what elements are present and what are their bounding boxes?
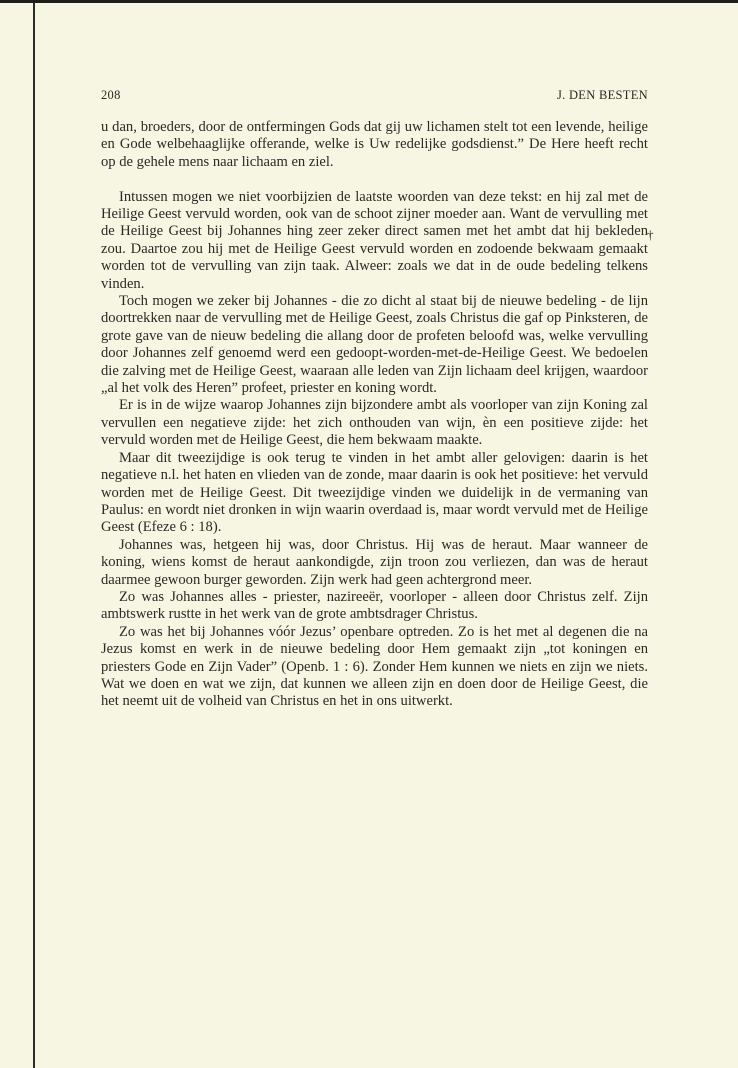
paragraph-1: u dan, broeders, door de ontfermingen Gods dat gij uw lichamen stelt tot een levende, heilige en Gode welbehaaglijke offerande, welke is Uw redelijke godsdienst.” De Here heeft recht op de gehele mens naar lichaam en ziel. bbox=[101, 119, 648, 170]
running-head: J. DEN BESTEN bbox=[556, 88, 648, 102]
paragraph-2: Intussen mogen we niet voorbijzien de laatste woorden van deze tekst: en hij zal met de Heilige Geest vervuld worden, ook van de schoot zijner moeder aan. Want de vervulling met de Heilige Geest bij Johannes hing zeer zeker direct samen met het ambt dat hij bekleden zou. Daartoe zou hij met de Heilige Geest vervuld worden en zodoende bekwaam gemaakt worden tot de vervulling van zijn taak. Alweer: zoals we dat in de oude bedeling telkens vinden. bbox=[101, 188, 648, 292]
paragraph-7: Zo was Johannes alles - priester, nazireeër, voorloper - alleen door Christus zelf. Zijn ambtswerk rustte in het werk van de grote ambtsdrager Christus. bbox=[101, 588, 648, 623]
paragraph-5: Maar dit tweezijdige is ook terug te vinden in het ambt aller gelovigen: daarin is het negatieve n.l. het haten en vlieden van de zonde, maar daarin is ook het positieve: het vervuld worden met de Heilige Geest. Dit tweezijdige vinden we duidelijk in de vermaning van Paulus: en wordt niet dronken in wijn waarin overdaad is, maar wordt vervuld met de Heilige Geest (Efeze 6 : 18). bbox=[101, 449, 648, 536]
margin-mark: † bbox=[647, 227, 654, 242]
paragraph-4: Er is in de wijze waarop Johannes zijn bijzondere ambt als voorloper van zijn Koning zal vervullen een negatieve zijde: het zich onthouden van wijn, èn een positieve zijde: het vervuld worden met de Heilige Geest, die hem bekwaam maakte. bbox=[101, 397, 648, 449]
paragraph-6: Johannes was, hetgeen hij was, door Christus. Hij was de heraut. Maar wanneer de koning, wiens komst de heraut aankondigde, zijn troon zou verliezen, dan was de heraut daarmee gewoon burger geworden. Zijn werk had geen achtergrond meer. bbox=[101, 536, 648, 588]
page-number: 208 bbox=[101, 88, 121, 102]
paragraph-3: Toch mogen we zeker bij Johannes - die zo dicht al staat bij de nieuwe bedeling - de lijn doortrekken naar de vervulling met de Heilige Geest, zoals Christus die gaf op Pinksteren, de grote gave van de nieuw bedeling die allang door de profeten beloofd was, welke vervulling door Johannes zelf genoemd werd een gedoopt-worden-met-de-Heilige Geest. We bedoelen die zalving met de Heilige Geest, waaraan alle leden van Zijn lichaam deel krijgen, waardoor „al het volk des Heren” profeet, priester en koning wordt. bbox=[101, 293, 648, 397]
page-header bbox=[101, 88, 648, 106]
body-text bbox=[101, 119, 648, 711]
paragraph-8: Zo was het bij Johannes vóór Jezus’ openbare optreden. Zo is het met al degenen die na Jezus komst en werk in de nieuwe bedeling door Hem gemaakt zijn „tot koningen en priesters Gode en Zijn Vader” (Openb. 1 : 6). Zonder Hem kunnen we niets en zijn we niets. Wat we doen en wat we zijn, dat kunnen we alleen zijn en doen door de Heilige Geest, die het neemt uit de volheid van Christus en het in ons uitwerkt. bbox=[101, 623, 648, 710]
